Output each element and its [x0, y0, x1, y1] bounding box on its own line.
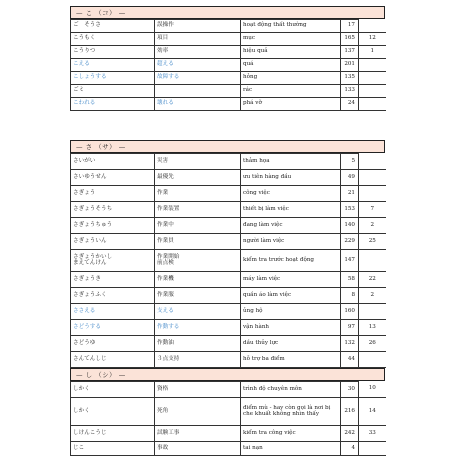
kanji-cell: 効率: [155, 46, 241, 59]
vocab-table: [70, 381, 386, 456]
meaning-cell: điểm mù - hay còn gọi là nơi bị che khuất không nhìn thấy: [241, 398, 341, 426]
kanji-cell: 資格: [155, 382, 241, 398]
table-row: [71, 202, 386, 218]
page-cell: 8: [341, 288, 359, 304]
meaning-cell: vận hành: [241, 320, 341, 336]
kanji-cell: 作業開始 前点検: [155, 250, 241, 272]
meaning-cell: quá: [241, 59, 341, 72]
table-row: [71, 320, 386, 336]
page-cell: 229: [341, 234, 359, 250]
extra-cell: [359, 442, 386, 456]
meaning-cell: công việc: [241, 186, 341, 202]
kanji-cell: 作動油: [155, 336, 241, 352]
kana-cell: しかく: [71, 382, 155, 398]
vocab-table: [70, 153, 386, 368]
kana-cell: さぎょうふく: [71, 288, 155, 304]
page-cell: 30: [341, 382, 359, 398]
kana-cell: さぎょうき: [71, 272, 155, 288]
section-1: [70, 140, 385, 368]
kana-cell: さいがい: [71, 154, 155, 170]
page-cell: 133: [341, 85, 359, 98]
meaning-cell: máy làm việc: [241, 272, 341, 288]
kana-cell: さいゆうせん: [71, 170, 155, 186]
meaning-cell: quần áo làm việc: [241, 288, 341, 304]
extra-cell: [359, 59, 386, 72]
meaning-cell: kiểm tra công việc: [241, 426, 341, 442]
extra-cell: [359, 20, 386, 33]
kana-cell: こわれる: [71, 98, 155, 111]
extra-cell: 2: [359, 218, 386, 234]
extra-cell: 25: [359, 234, 386, 250]
kanji-cell: 誤操作: [155, 20, 241, 33]
meaning-cell: kiểm tra trước hoạt động: [241, 250, 341, 272]
extra-cell: [359, 98, 386, 111]
kanji-cell: 作業装置: [155, 202, 241, 218]
meaning-cell: rác: [241, 85, 341, 98]
kanji-cell: 作業中: [155, 218, 241, 234]
page-cell: 153: [341, 202, 359, 218]
meaning-cell: mục: [241, 33, 341, 46]
extra-cell: 22: [359, 272, 386, 288]
vocab-table: [70, 19, 386, 111]
table-row: [71, 98, 386, 111]
page-cell: 201: [341, 59, 359, 72]
table-row: [71, 352, 386, 368]
page-cell: 24: [341, 98, 359, 111]
extra-cell: 10: [359, 382, 386, 398]
meaning-cell: hỗ trợ ba điểm: [241, 352, 341, 368]
page-cell: 49: [341, 170, 359, 186]
kana-cell: こえる: [71, 59, 155, 72]
kana-cell: しけんこうじ: [71, 426, 155, 442]
table-row: [71, 46, 386, 59]
table-row: [71, 382, 386, 398]
extra-cell: 26: [359, 336, 386, 352]
page-cell: 160: [341, 304, 359, 320]
section-0: [70, 6, 385, 111]
kanji-cell: 支える: [155, 304, 241, 320]
page-cell: 4: [341, 442, 359, 456]
meaning-cell: ủng hộ: [241, 304, 341, 320]
table-row: [71, 272, 386, 288]
kana-cell: さぎょうそうち: [71, 202, 155, 218]
page-cell: 97: [341, 320, 359, 336]
meaning-cell: hoạt động thất thường: [241, 20, 341, 33]
kanji-cell: 超える: [155, 59, 241, 72]
table-row: [71, 33, 386, 46]
table-row: [71, 250, 386, 272]
kanji-cell: 事故: [155, 442, 241, 456]
kanji-cell: 壊れる: [155, 98, 241, 111]
page-cell: 147: [341, 250, 359, 272]
meaning-cell: hỏng: [241, 72, 341, 85]
meaning-cell: người làm việc: [241, 234, 341, 250]
kanji-cell: 作業服: [155, 288, 241, 304]
table-row: [71, 442, 386, 456]
page-cell: 137: [341, 46, 359, 59]
page-cell: 216: [341, 398, 359, 426]
table-row: [71, 59, 386, 72]
table-row: [71, 218, 386, 234]
meaning-cell: dầu thủy lực: [241, 336, 341, 352]
kana-cell: しかく: [71, 398, 155, 426]
page-cell: 132: [341, 336, 359, 352]
kanji-cell: ３点支持: [155, 352, 241, 368]
kanji-cell: 項目: [155, 33, 241, 46]
extra-cell: 2: [359, 288, 386, 304]
kana-cell: ささえる: [71, 304, 155, 320]
table-row: [71, 336, 386, 352]
kana-cell: さどうする: [71, 320, 155, 336]
page-cell: 21: [341, 186, 359, 202]
meaning-cell: hiệu quả: [241, 46, 341, 59]
extra-cell: [359, 72, 386, 85]
meaning-cell: thảm họa: [241, 154, 341, 170]
kana-cell: さぎょうかいし まえてんけん: [71, 250, 155, 272]
table-row: [71, 20, 386, 33]
table-row: [71, 170, 386, 186]
page-cell: 242: [341, 426, 359, 442]
kanji-cell: 死角: [155, 398, 241, 426]
table-row: [71, 426, 386, 442]
meaning-cell: ưu tiên hàng đầu: [241, 170, 341, 186]
page-cell: 17: [341, 20, 359, 33]
meaning-cell: đang làm việc: [241, 218, 341, 234]
extra-cell: 1: [359, 46, 386, 59]
kanji-cell: 最優先: [155, 170, 241, 186]
table-row: [71, 288, 386, 304]
kanji-cell: 作業: [155, 186, 241, 202]
kanji-cell: 作業員: [155, 234, 241, 250]
page-cell: 58: [341, 272, 359, 288]
table-row: [71, 234, 386, 250]
kana-cell: さぎょうちゅう: [71, 218, 155, 234]
kanji-cell: 災害: [155, 154, 241, 170]
meaning-cell: thiết bị làm việc: [241, 202, 341, 218]
page-cell: 5: [341, 154, 359, 170]
extra-cell: [359, 154, 386, 170]
extra-cell: [359, 304, 386, 320]
kana-cell: さどうゆ: [71, 336, 155, 352]
table-row: [71, 304, 386, 320]
kana-cell: さんてんしじ: [71, 352, 155, 368]
extra-cell: [359, 250, 386, 272]
meaning-cell: trình độ chuyên môn: [241, 382, 341, 398]
kana-cell: じこ: [71, 442, 155, 456]
kanji-cell: 作動する: [155, 320, 241, 336]
section-header: — こ （コ） —: [70, 6, 385, 19]
extra-cell: 13: [359, 320, 386, 336]
page-cell: 140: [341, 218, 359, 234]
table-row: [71, 398, 386, 426]
page-cell: 165: [341, 33, 359, 46]
kana-cell: ごミ: [71, 85, 155, 98]
kana-cell: こしょうする: [71, 72, 155, 85]
section-header: — し （シ） —: [70, 368, 385, 381]
extra-cell: 12: [359, 33, 386, 46]
table-row: [71, 154, 386, 170]
table-row: [71, 72, 386, 85]
meaning-cell: tai nạn: [241, 442, 341, 456]
extra-cell: [359, 170, 386, 186]
kana-cell: ご そうさ: [71, 20, 155, 33]
kana-cell: さぎょう: [71, 186, 155, 202]
extra-cell: [359, 186, 386, 202]
extra-cell: [359, 352, 386, 368]
kanji-cell: 試験工事: [155, 426, 241, 442]
meaning-cell: phá vỡ: [241, 98, 341, 111]
kanji-cell: [155, 85, 241, 98]
kana-cell: さぎょういん: [71, 234, 155, 250]
page-cell: 44: [341, 352, 359, 368]
extra-cell: [359, 85, 386, 98]
section-2: [70, 368, 385, 456]
extra-cell: 33: [359, 426, 386, 442]
table-row: [71, 85, 386, 98]
kana-cell: こうりつ: [71, 46, 155, 59]
section-header: — さ （サ） —: [70, 140, 385, 153]
extra-cell: 7: [359, 202, 386, 218]
kanji-cell: 故障する: [155, 72, 241, 85]
extra-cell: 14: [359, 398, 386, 426]
kanji-cell: 作業機: [155, 272, 241, 288]
kana-cell: こうもく: [71, 33, 155, 46]
table-row: [71, 186, 386, 202]
page-cell: 135: [341, 72, 359, 85]
